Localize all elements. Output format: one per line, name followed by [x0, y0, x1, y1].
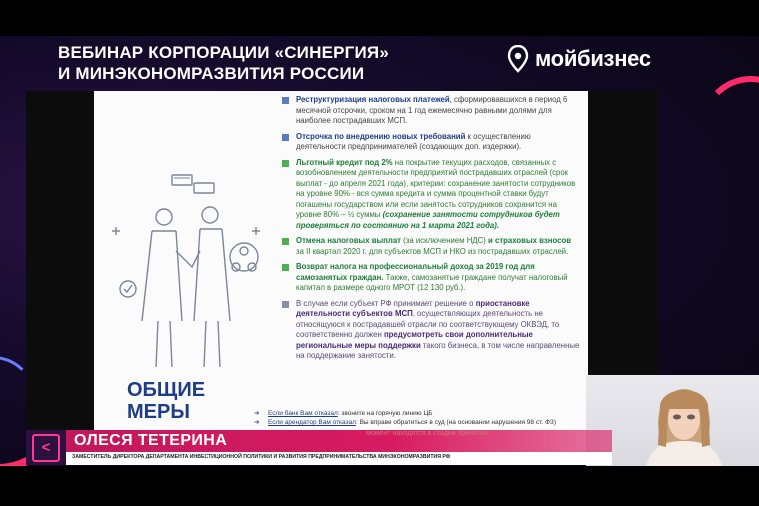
webinar-title	[58, 42, 478, 84]
brand-logo	[507, 44, 651, 74]
speaker-position-bar	[66, 452, 612, 465]
webinar-title-line2: И МИНЭКОНОМРАЗВИТИЯ РОССИИ	[58, 64, 365, 83]
slide-heading	[127, 379, 205, 423]
bullet-marker	[282, 264, 289, 271]
lower-third	[26, 430, 612, 465]
list-item: В случае если субъект РФ принимает решение о приостановке деятельности субъектов МСП, осуществляющих деятельность не относящуюся к пострадавшей отрасли по соответствующему ОКВЭД, то соответственно должен предусмотреть свои дополнительные региональные меры поддержки такого бизнеса, в том числе направленные на поддержание занятости.	[280, 299, 580, 362]
slide-footnotes	[254, 409, 584, 427]
list-item: Отмена налоговых выплат (за исключением НДС) и страховых взносов за II квартал 2020 г. для субъектов МСП и НКО из пострадавших отраслей.	[280, 236, 580, 257]
speaker-name: ОЛЕСЯ ТЕТЕРИНА	[74, 432, 228, 449]
footnote-row: ➔ Если банк Вам отказал : звоните на горячую линию ЦБ	[254, 410, 433, 417]
footnote-row: ➔ Если арендатор Вам отказал : Вы вправе обратиться в суд (на основании нарушения 98 ст. ФЗ)	[254, 419, 556, 426]
bullet-marker	[282, 97, 289, 104]
decor-ring	[700, 76, 759, 178]
footnote-link[interactable]: Если банк Вам отказал	[268, 410, 338, 417]
list-item: Льготный кредит под 2% на покрытие текущих расходов, связанных с возобновлением деятельности предприятий пострадавших отраслей (срок выплат - до апреля 2021 года), критерии: сохранение занятости сотрудников на уровне 90% - вся сумма кредита и сумма процентной ставки будут погашены государством или если занятость сотрудников сохранится на уровне 80% – ½ суммы (сохранение занятости сотрудников будет проверяться по состоянию на 1 марта 2021 года).	[280, 158, 580, 232]
bullet-marker	[282, 134, 289, 141]
webinar-title-line1: ВЕБИНАР КОРПОРАЦИИ «СИНЕРГИЯ»	[58, 43, 389, 62]
speaker-position: ЗАМЕСТИТЕЛЬ ДИРЕКТОРА ДЕПАРТАМЕНТА ИНВЕСТИЦИОННОЙ ПОЛИТИКИ И РАЗВИТИЯ ПРЕДПРИНИМАТЕЛЬСТВА МИНЭКОНОМРАЗВИТИЯ РФ	[72, 454, 451, 460]
channel-logo	[26, 430, 66, 465]
speaker-name-bar	[66, 430, 612, 452]
list-item: Отсрочка по внедрению новых требований к осуществлению деятельности предпринимателей (создающих доп. издержки).	[280, 132, 580, 153]
slide-content	[94, 91, 588, 453]
list-item: Реструктуризация налоговых платежей, сформировавшихся в период 6 месячной отсрочки, сроком на 1 год ежемесячно равными долями для наиболее пострадавших МСП.	[280, 95, 580, 127]
bullet-marker	[282, 160, 289, 167]
footnote-link[interactable]: Если арендатор Вам отказал	[268, 419, 356, 426]
brand-name: мойбизнес	[535, 46, 651, 71]
arrow-right-icon: ➔	[254, 410, 260, 417]
slide-heading-line1: ОБЩИЕ	[127, 379, 206, 401]
list-item: Возврат налога на профессиональный доход за 2019 год для самозанятых граждан. Также, самозанятые граждане получат налоговый капитал в размере одного МРОТ (12 130 руб.).	[280, 262, 580, 294]
bullet-marker	[282, 238, 289, 245]
location-pin-icon	[507, 45, 529, 73]
channel-logo-icon: <	[32, 434, 60, 462]
arrow-right-icon: ➔	[254, 419, 260, 426]
presentation-slide	[26, 91, 658, 453]
bullet-marker	[282, 301, 289, 308]
handshake-illustration-icon	[112, 171, 272, 371]
letterbox-bottom	[0, 466, 759, 506]
slide-ghost-text: момент находятся в стадии принятия	[366, 430, 488, 437]
measures-list	[280, 95, 580, 367]
slide-heading-line2: МЕРЫ	[127, 401, 190, 423]
